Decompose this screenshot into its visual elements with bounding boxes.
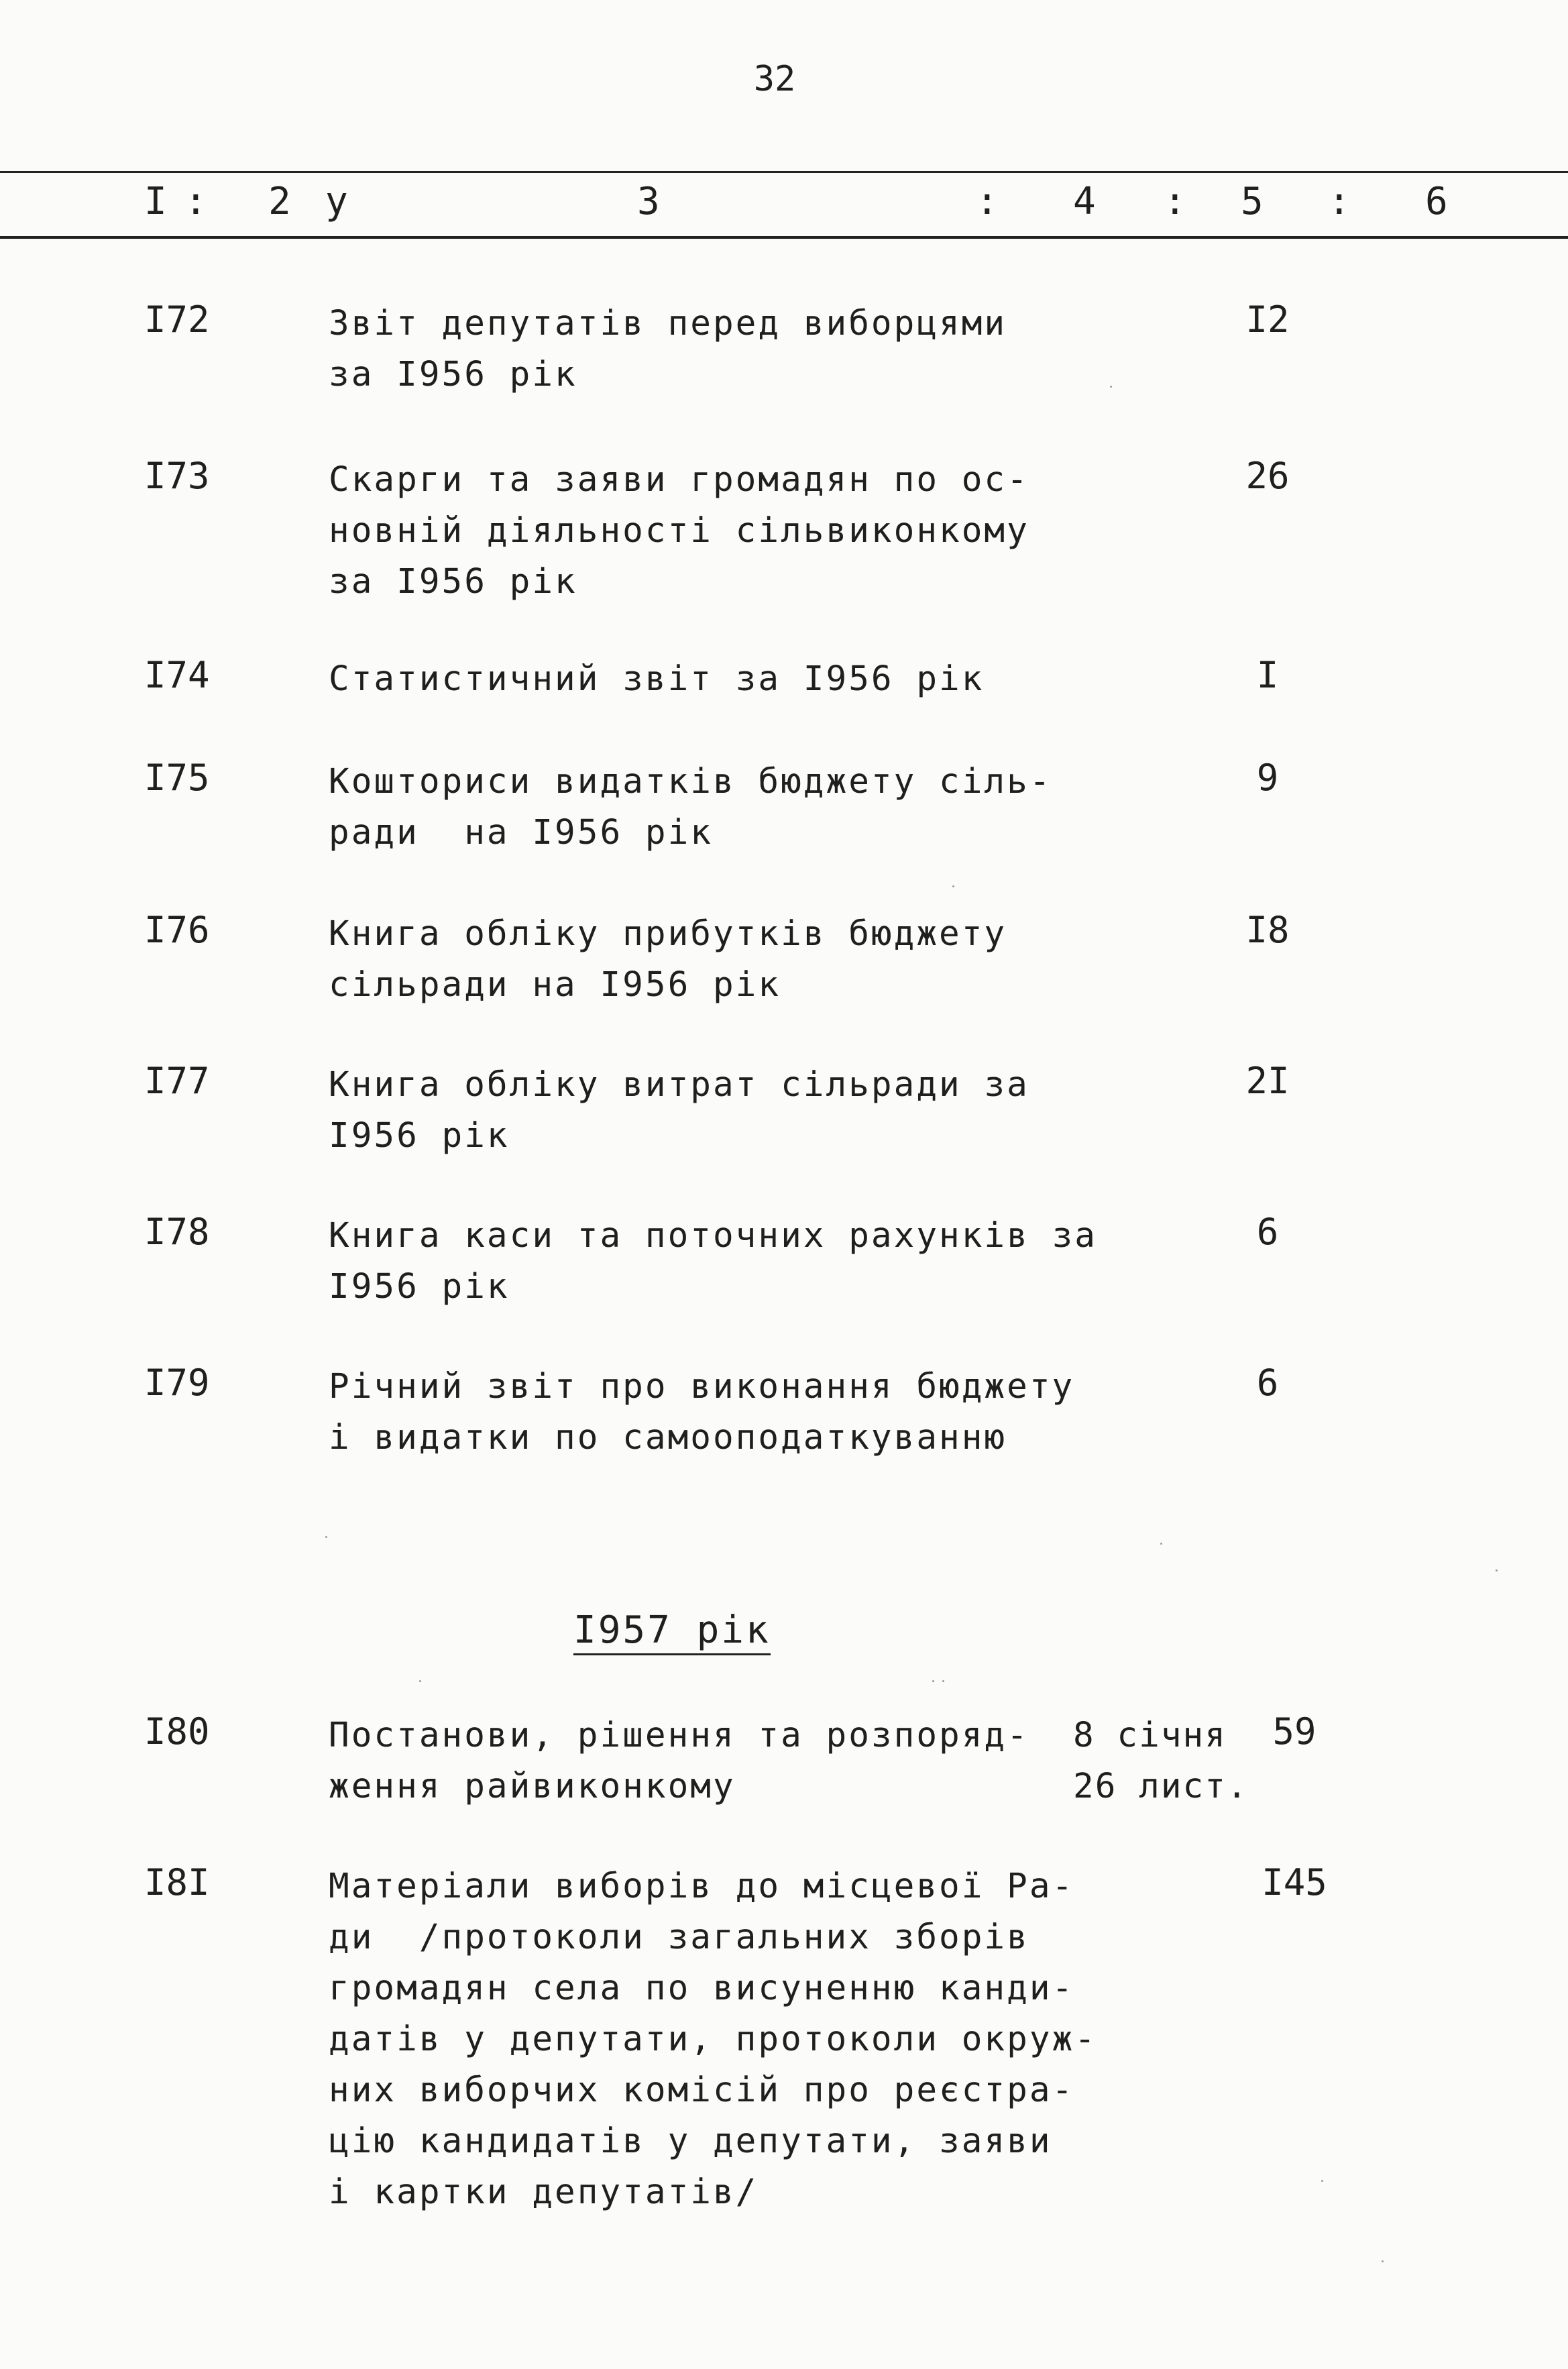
case-title-line: них виборчих комісій про реєстра- [329,2071,1075,2110]
scan-speck [1321,2180,1323,2182]
column-header-6: 6 [1425,180,1448,223]
case-title [329,909,1066,1011]
case-title-line: і картки депутатів/ [329,2172,759,2212]
scan-speck [952,885,954,887]
case-date-line: 8 січня [1073,1716,1227,1755]
case-title-line: Матеріали виборів до місцевої Ра- [329,1867,1075,1906]
column-header-1: I [144,180,167,223]
case-date-line: 26 лист. [1073,1767,1249,1806]
case-dates [1073,1710,1249,1812]
header-rule-bottom [0,236,1568,239]
column-separator: у [325,180,348,223]
case-title-line: Скарги та заяви громадян по ос- [329,460,1029,500]
case-title-line: Річний звіт про виконання бюджету [329,1367,1075,1407]
sheet-count: I8 [1245,909,1290,951]
case-number: I73 [144,455,210,497]
case-title [329,654,1066,705]
case-title [329,1060,1066,1162]
case-number: I72 [144,298,210,341]
scan-speck [1496,1569,1498,1572]
sheet-count: 6 [1256,1211,1279,1253]
case-number: I74 [144,654,210,696]
case-number: I78 [144,1211,210,1253]
case-title-line: датів у депутати, протоколи окруж- [329,2020,1097,2059]
column-header-5: 5 [1241,180,1264,223]
case-title [329,298,1066,400]
header-rule-top [0,171,1568,173]
sheet-count: 6 [1256,1362,1279,1404]
case-title-line: за I956 рік [329,355,577,394]
case-title-line: новній діяльності сільвиконкому [329,511,1029,551]
scan-speck [932,1680,934,1682]
scan-speck [942,1680,944,1682]
case-title [329,1211,1097,1313]
case-title [329,1710,1066,1812]
column-separator: : [976,180,999,223]
case-title [329,1362,1075,1464]
sheet-count: I2 [1245,298,1290,341]
case-number: I8I [144,1861,210,1904]
column-separator: : [184,180,207,223]
case-title-line: і видатки по самооподаткуванню [329,1418,1007,1457]
case-title-line: Кошториси видатків бюджету сіль- [329,762,1052,802]
scan-speck [1160,1543,1162,1545]
case-title-line: ради на I956 рік [329,813,713,852]
case-title-line: громадян села по висуненню канди- [329,1969,1075,2008]
sheet-count: 59 [1272,1710,1317,1753]
sheet-count: 26 [1245,455,1290,497]
case-title-line: ди /протоколи загальних зборів [329,1918,1029,1957]
case-title-line: ження райвиконкому [329,1767,736,1806]
case-number: I77 [144,1060,210,1102]
case-title-line: Звіт депутатів перед виборцями [329,304,1007,343]
case-title [329,455,1066,608]
sheet-count: I45 [1262,1861,1327,1904]
case-title-line: Статистичний звіт за I956 рік [329,659,985,699]
case-title-line: I956 рік [329,1116,510,1156]
scan-speck [419,1680,421,1682]
column-header-4: 4 [1073,180,1096,223]
case-title [329,1861,1097,2218]
case-title-line: Книга обліку прибутків бюджету [329,914,1007,954]
page-number: 32 [753,59,796,99]
case-title [329,757,1066,859]
scan-speck [1110,386,1112,388]
case-title-line: сільради на I956 рік [329,965,781,1005]
column-separator: : [1164,180,1186,223]
sheet-count: 2I [1245,1060,1290,1102]
scan-speck [1382,2260,1384,2262]
scan-speck [325,1536,327,1538]
case-title-line: I956 рік [329,1267,510,1307]
case-title-line: за I956 рік [329,562,577,602]
case-number: I76 [144,909,210,951]
case-number: I80 [144,1710,210,1753]
column-header-3: 3 [637,180,660,223]
sheet-count: 9 [1256,757,1279,799]
case-title-line: цію кандидатів у депутати, заяви [329,2122,1052,2161]
sheet-count: I [1256,654,1279,696]
case-title-line: Книга обліку витрат сільради за [329,1065,1029,1105]
case-number: I79 [144,1362,210,1404]
section-title-year: I957 рік [573,1608,771,1655]
case-number: I75 [144,757,210,799]
case-title-line: Постанови, рішення та розпоряд- [329,1716,1029,1755]
case-title-line: Книга каси та поточних рахунків за [329,1216,1097,1256]
column-header-2: 2 [268,180,291,223]
column-separator: : [1328,180,1351,223]
